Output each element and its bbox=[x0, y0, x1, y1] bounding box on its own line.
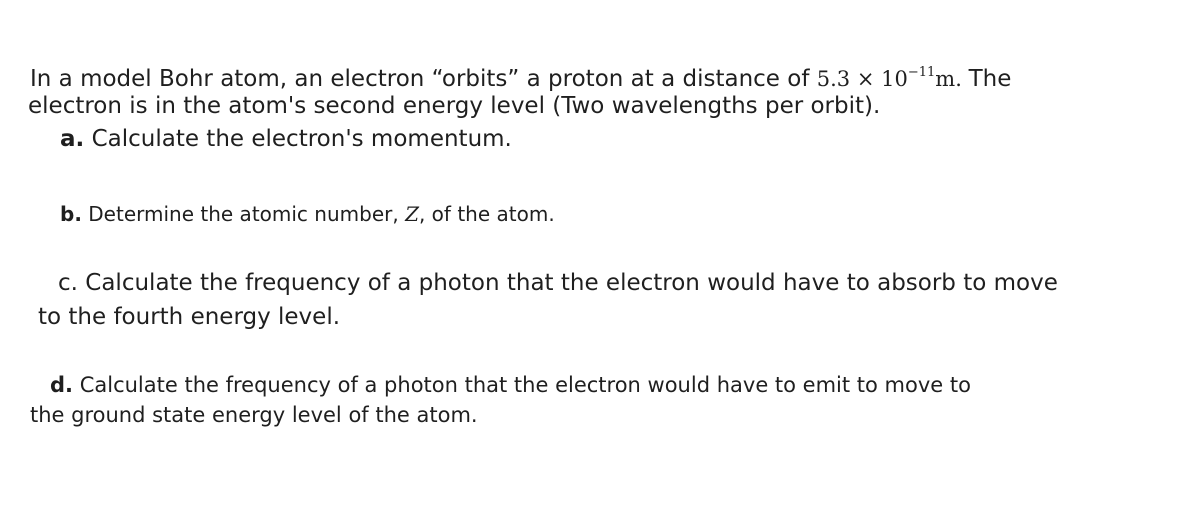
question-d-line-2 bbox=[30, 400, 478, 430]
question-c-label: c. bbox=[58, 270, 78, 296]
question-b-text: Determine the atomic number, bbox=[88, 202, 399, 226]
distance-base: 10 bbox=[881, 67, 908, 91]
question-a-label: a. bbox=[60, 126, 85, 152]
question-d-text: Calculate the frequency of a photon that the electron would have to emit to move to bbox=[79, 373, 971, 397]
times-sign: × bbox=[856, 67, 875, 91]
question-b bbox=[60, 199, 555, 229]
intro-line-2 bbox=[28, 91, 880, 121]
question-d-label: d. bbox=[50, 373, 74, 397]
intro-line-end: The bbox=[968, 66, 1012, 92]
question-c-text-2: to the fourth energy level. bbox=[38, 304, 341, 330]
question-c-line-1 bbox=[58, 268, 1058, 298]
question-b-text-end: , of the atom. bbox=[418, 202, 555, 226]
distance-mantissa: 5.3 bbox=[816, 67, 851, 91]
question-a bbox=[60, 124, 512, 154]
intro-line-1 bbox=[30, 58, 1011, 94]
question-d-text-2: the ground state energy level of the atom. bbox=[30, 403, 478, 427]
intro-text-2: electron is in the atom's second energy level (Two wavelengths per orbit). bbox=[28, 93, 881, 119]
distance-unit: m. bbox=[935, 67, 962, 91]
distance-exponent: −11 bbox=[907, 65, 936, 80]
intro-text: In a model Bohr atom, an electron “orbits” a proton at a distance of bbox=[30, 66, 810, 92]
question-c-line-2 bbox=[38, 302, 340, 332]
distance-value bbox=[817, 67, 969, 91]
question-a-text: Calculate the electron's momentum. bbox=[91, 126, 512, 152]
question-b-label: b. bbox=[60, 202, 82, 226]
atomic-number-symbol: Z bbox=[405, 202, 419, 226]
question-d-line-1 bbox=[50, 370, 971, 400]
question-c-text: Calculate the frequency of a photon that the electron would have to absorb to move bbox=[85, 270, 1058, 296]
